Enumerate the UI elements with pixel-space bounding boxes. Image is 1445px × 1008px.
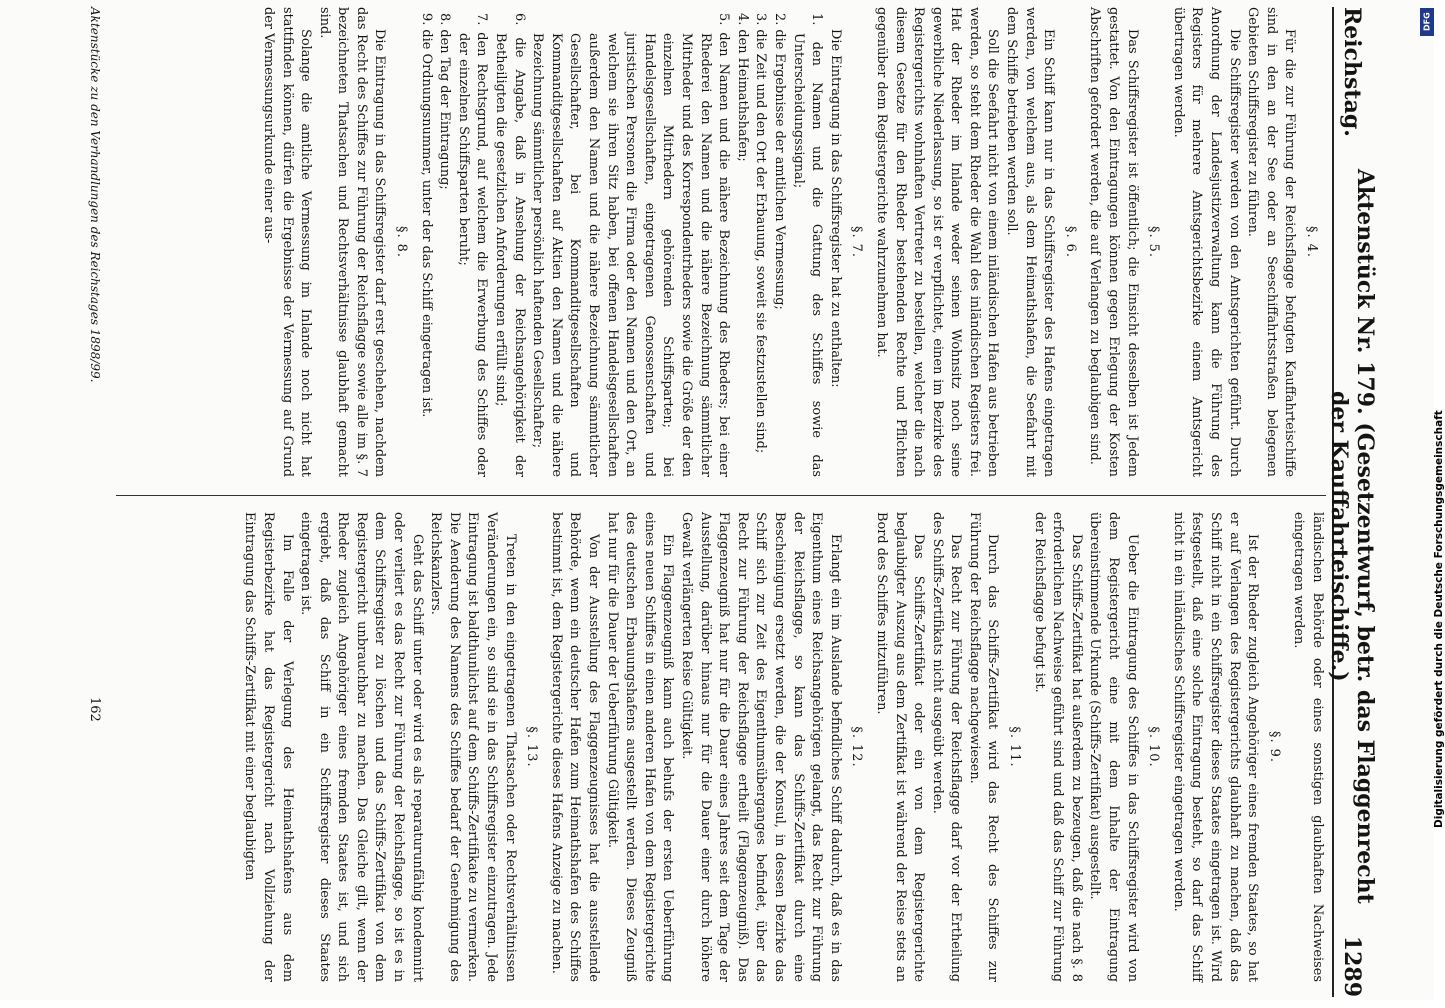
printed-page-rotated <box>60 7 1378 997</box>
page-header <box>1326 7 1378 997</box>
paragraph: Ein Flaggenzeugniß kann auch behufs der ersten Ueberführung eines neuen Schiffes in einen anderen Hafen von dem Registergerichte des deutschen Erbauungshafens ausgestellt werden. Dieses Zeugniß hat nur für die Dauer der Ueberführung Gültigkeit. <box>604 512 676 982</box>
list-item: 2. die Ergebnisse der amtlichen Vermessung; <box>771 13 787 310</box>
list-item: 7. den Rechtsgrund, auf welchem die Erwerbung des Schiffes oder der einzelnen Schiffsparten beruht; <box>455 13 490 477</box>
list-item: 4. den Heimathshafen; <box>734 13 750 162</box>
paragraph: Das Schiffsregister ist öffentlich; die Einsicht desselben ist Jedem gestattet. Von den Eintragungen können gegen Erlegung der Kosten Abschriften gefordert werden, die auf Verlangen zu beglaubigen sind. <box>1087 7 1140 477</box>
list-item: 9. die Ordnungsnummer, unter der das Schiff eingetragen ist. <box>418 13 434 418</box>
section-heading: §. 12. <box>849 726 865 768</box>
paragraph: Treten in den eingetragenen Thatsachen oder Rechtsverhältnissen Veränderungen ein, so sind sie in das Schiffsregister einzutragen. Jede Eintragung ist baldthunlichst auf dem Schiffs-Zertifikate zu vermerken. Die Aenderung des Namens des Schiffes bedarf der Genehmigung des Reichskanzlers. <box>428 512 518 982</box>
paragraph: Die Schiffsregister werden von den Amtsgerichten geführt. Durch Anordnung der Landesjustizverwaltung kann die Führung des Registers für mehrere Amtsgerichtsbezirke einem Amtsgericht übertragen werden. <box>1170 7 1242 477</box>
paragraph: Das Schiffs-Zertifikat hat außerdem zu bezeugen, daß die nach §. 8 erforderlichen Nachweise geführt sind und daß das Schiff zur Führung der Reichsflagge befugt ist. <box>1031 512 1084 982</box>
section-heading: §. 11. <box>1007 726 1023 768</box>
column-divider <box>116 495 1326 496</box>
digitization-text: Digitalisierung gefördert durch die Deutsche Forschungsgemeinschaft <box>1433 410 1445 828</box>
paragraph: Von der Ausstellung des Flaggenzeugnisses hat die ausstellende Behörde, wenn ein deutscher Hafen zum Heimathshafen des Schiffes bestimmt ist, dem Registergerichte dieses Hafens Anzeige zu machen. <box>548 512 602 982</box>
section-heading: §. 4. <box>1304 226 1319 258</box>
paragraph: Soll die Seefahrt nicht von einem inländischen Hafen aus betrieben werden, so steht dem Rheder die Wahl des inländischen Registers frei. Hat der Rheder im Inlande weder seinen Wohnsitz noch seine gewerbliche Niederlassung, so ist er verpflichtet, einen im Bezirke des Registergerichts wohnhaften Vertreter zu bestellen, welcher die nach diesem Gesetze für den Rheder bestehenden Rechte und Pflichten gegenüber dem Registergerichte wahrzunehmen hat. <box>873 7 1001 477</box>
header-left: Reichstag. <box>1339 7 1365 137</box>
paragraph: Für die zur Führung der Reichsflagge befugten Kauffahrteischiffe sind in den an der See oder an Seeschiffahrtsstraßen belegenen Gebieten Schiffsregister zu führen. <box>1245 7 1298 477</box>
paragraph: Die Eintragung in das Schiffsregister hat zu enthalten: <box>827 29 843 388</box>
digitization-note <box>1420 8 1445 1008</box>
paragraph: Ein Schiff kann nur in das Schiffsregister des Hafens eingetragen werden, von welchem aus, als dem Heimathshafen, die Seefahrt mit dem Schiffe betrieben werden soll. <box>1004 7 1057 477</box>
section-heading: §. 9. <box>1266 731 1282 763</box>
paragraph: Im Falle der Verlegung des Heimathshafens aus dem Registerbezirke hat das Registergericht nach Vollziehung der Eintragung das Schiffs-Zertifikat mit einer beglaubigten <box>242 512 295 982</box>
section-heading: §. 7. <box>849 226 865 258</box>
dfg-logo: DFG <box>1420 8 1434 36</box>
section-heading: §. 13. <box>524 726 540 768</box>
paragraph: Solange die amtliche Vermessung im Inlande noch nicht hat stattfinden können, dürfen die Ergebnisse der Vermessung auf Grund der Vermessungsurkunde einer aus- <box>260 7 314 477</box>
paragraph: Das Schiffs-Zertifikat oder ein von dem Registergerichte beglaubigter Auszug aus dem Zertifikat ist während der Reise stets an Bord des Schiffes mitzuführen. <box>873 512 927 982</box>
paragraph: Ueber die Eintragung des Schiffes in das Schiffsregister wird von dem Registergericht eine mit dem Inhalte der Eintragung übereinstimmende Urkunde (Schiffs-Zertifikat) ausgestellt. <box>1087 512 1140 982</box>
page-number: 1289 <box>1339 935 1365 997</box>
list-item: 1. den Namen und die Gattung des Schiffes sowie das Unterscheidungssignal; <box>790 13 825 477</box>
left-column <box>111 7 1326 477</box>
section-heading: §. 5. <box>1146 226 1162 258</box>
right-column <box>111 512 1326 982</box>
list-item: 8. den Tag der Eintragung; <box>437 13 453 190</box>
paragraph: Ist der Rheder zugleich Angehöriger eines fremden Staates, so hat er auf Verlangen des Registergerichts glaubhaft zu machen, daß das Schiff nicht in ein Schiffsregister dieses Staates eingetragen ist. Wird festgestellt, daß eine solche Eintragung besteht, so darf das Schiff nicht in ein inländisches Schiffsregister eingetragen werden. <box>1170 512 1261 982</box>
paragraph: Die Eintragung in das Schiffsregister darf erst geschehen, nachdem das Recht des Schiffes zur Führung der Reichsflagge sowie alle im §. 7 bezeichneten Thatsachen und Rechtsverhältnisse glaubhaft gemacht sind. <box>316 7 388 477</box>
paragraph: Durch das Schiffs-Zertifikat wird das Recht des Schiffes zur Führung der Reichsflagge nachgewiesen. <box>966 512 1001 982</box>
footer-note: Aktenstücke zu den Verhandlungen des Reichstages 1898/99. <box>88 7 102 383</box>
list-item: 5. den Namen und die nähere Bezeichnung des Rheders; bei einer Rhederei den Namen und die nähere Bezeichnung sämmtlicher Mitrheder und des Korrespondentrheders sowie die Größe der den einzelnen Mitrhedern gehörenden Schiffsparten; bei Handelsgesellschaften, eingetragenen Genossenschaften und juristischen Personen die Firma oder den Namen und den Ort, an welchem sie ihren Sitz haben, bei offenen Handelsgesellschaften außerdem den Namen und die nähere Bezeichnung sämmtlicher Gesellschafter, bei Kommanditgesellschaften und Kommanditgesellschaften auf Aktien den Namen und die nähere Bezeichnung sämmtlicher persönlich haftenden Gesellschafter; <box>530 13 732 477</box>
section-heading: §. 6. <box>1062 226 1078 258</box>
paragraph: Erlangt ein im Auslande befindliches Schiff dadurch, daß es in das Eigenthum eines Reichsangehörigen gelangt, das Recht zur Führung der Reichsflagge, so kann das Schiffs-Zertifikat durch eine Bescheinigung ersetzt werden, die der Konsul, in dessen Bezirke das Schiff sich zur Zeit des Eigenthumsüberganges befindet, über das Recht zur Führung der Reichsflagge ertheilt (Flaggenzeugniß). Das Flaggenzeugniß hat nur für die Dauer eines Jahres seit dem Tage der Ausstellung, darüber hinaus nur für die Dauer einer durch höhere Gewalt verlängerten Reise Gültigkeit. <box>679 512 843 982</box>
list-item: 6. die Angabe, daß in Ansehung der Reichsangehörigkeit der Betheiligten die gesetzlichen Anforderungen erfüllt sind; <box>493 13 527 477</box>
paragraph: Geht das Schiff unter oder wird es als reparaturunfähig kondemnirt oder verliert es das Recht zur Führung der Reichsflagge, so ist es in dem Schiffsregister zu löschen und das Schiffs-Zertifikat von dem Registergericht unbrauchbar zu machen. Das Gleiche gilt, wenn der Rheder zugleich Angehöriger eines fremden Staates ist, und sich ergiebt, daß das Schiff in ein Schiffsregister dieses Staates eingetragen ist. <box>298 512 425 982</box>
section-heading: §. 8. <box>394 226 410 258</box>
section-heading: §. 10. <box>1146 726 1162 768</box>
sheet-number: 162 <box>87 697 102 722</box>
paragraph: Das Recht zur Führung der Reichsflagge darf vor der Ertheilung des Schiffs-Zertifikats nicht ausgeübt werden. <box>929 512 964 982</box>
list-item: 3. die Zeit und den Ort der Erbauung, soweit sie festzustellen sind; <box>753 13 769 454</box>
paragraph: ländischen Behörde oder eines sonstigen glaubhaften Nachweises eingetragen werden. <box>1291 512 1325 982</box>
header-title: Aktenstück Nr. 179. (Gesetzentwurf, betr. das Flaggenrecht der Kauffahrteischiffe.) <box>1326 168 1378 904</box>
